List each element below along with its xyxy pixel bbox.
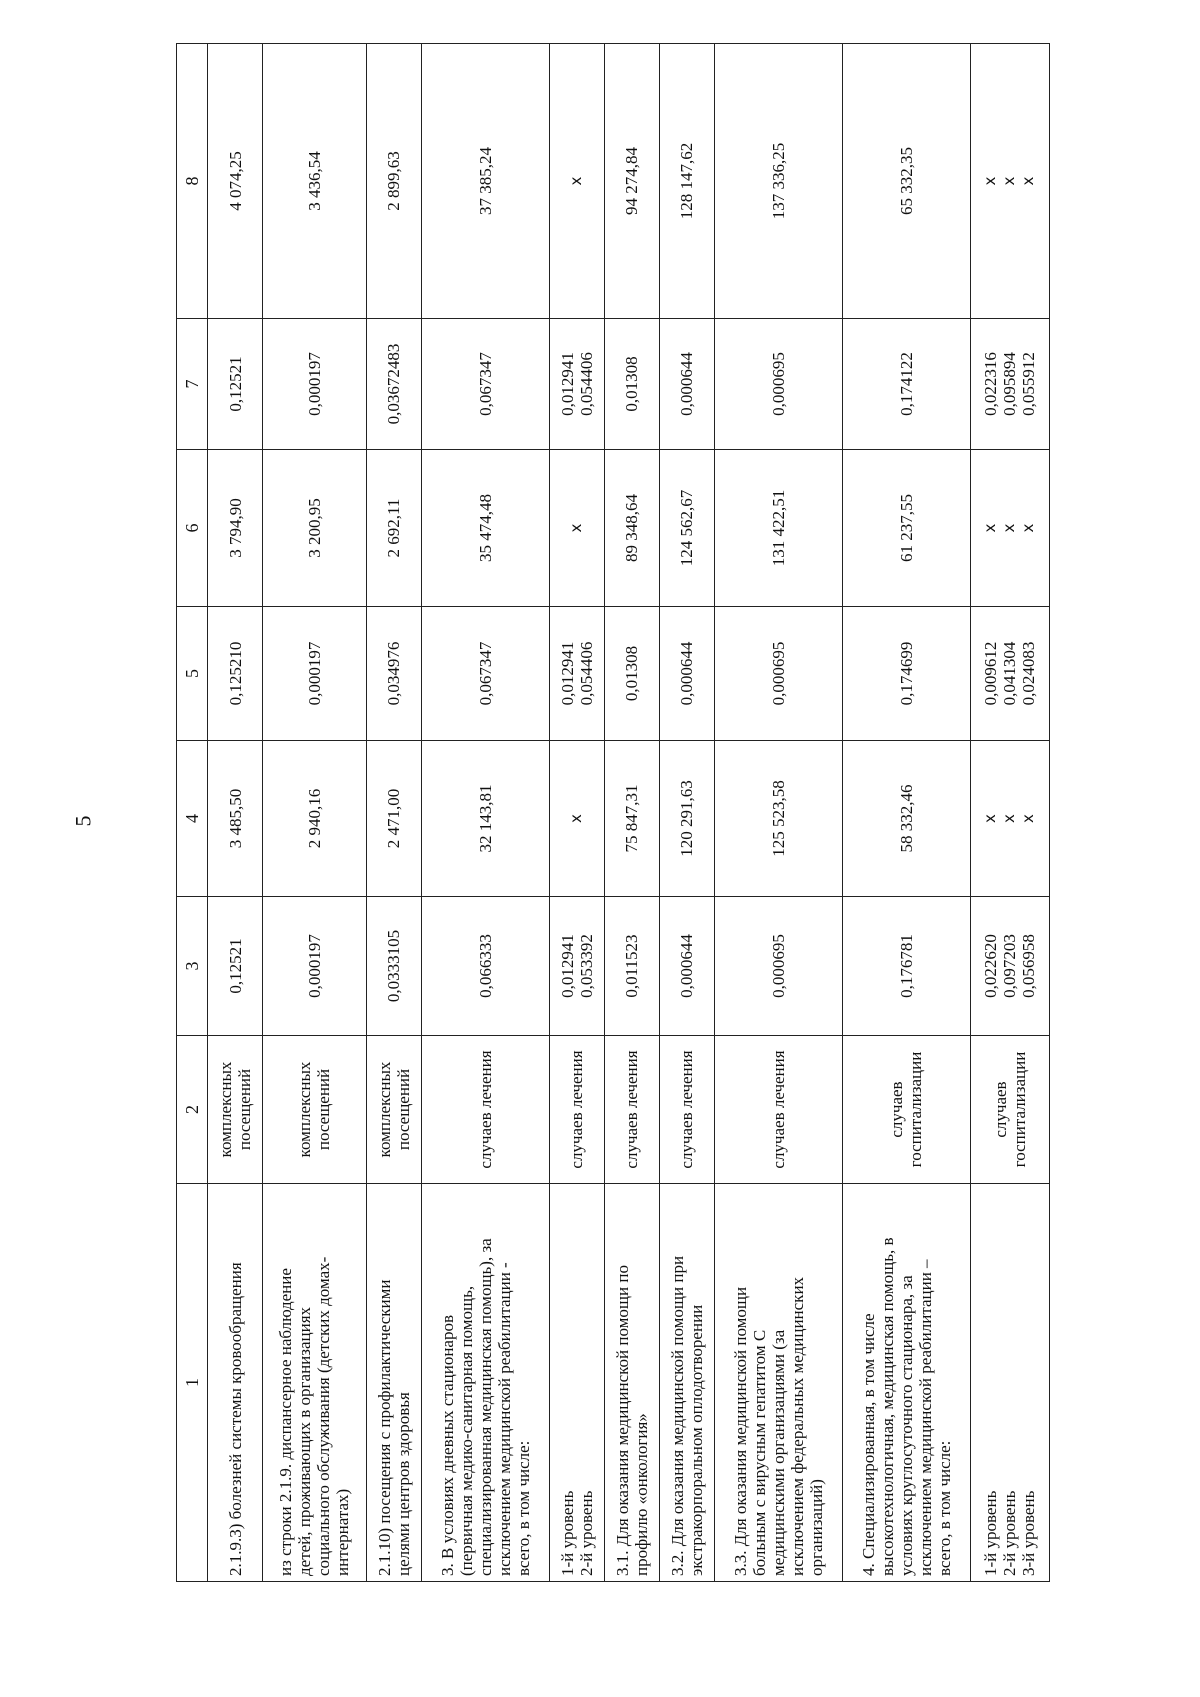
cell-text-line: 0,067347 [475, 352, 495, 416]
unit-cell [970, 1036, 1049, 1184]
table-body [177, 44, 1050, 1582]
value-cell-col8 [549, 44, 604, 319]
value-cell-col4 [604, 741, 659, 897]
cell-text-line: 1-й уровень [557, 1490, 577, 1576]
cell-text-line: 0,000644 [677, 934, 697, 998]
cell-text-line: 0,012941 [557, 641, 577, 706]
cell-text-line: 0,012941 [557, 352, 577, 416]
value-cell-col4 [659, 741, 714, 897]
value-cell-col5 [263, 607, 367, 741]
value-cell-col7 [366, 319, 421, 450]
cell-text-line: случаев лечения [475, 1050, 495, 1169]
cell-text-line: 0,097203 [1000, 934, 1020, 998]
unit-cell [842, 1036, 970, 1184]
cell-text-line: случаев лечения [567, 1050, 587, 1169]
value-cell-col6 [714, 450, 842, 607]
cell-text-line: х [1019, 176, 1038, 186]
row-label-cell [970, 1184, 1049, 1582]
value-cell-col4 [263, 741, 367, 897]
unit-cell [263, 1036, 367, 1184]
cell-text-line: 0,000695 [768, 641, 788, 706]
cell-text-line: (первичная медико-санитарная помощь, [456, 1285, 476, 1576]
cell-text-line: 0,067347 [475, 641, 495, 706]
value-cell-col6 [263, 450, 367, 607]
unit-cell [714, 1036, 842, 1184]
cell-text-line: госпитализации [1009, 1051, 1029, 1168]
cell-text-line: 0,174122 [896, 352, 916, 416]
cell-text-line: комплексных [295, 1061, 315, 1158]
value-cell-col7 [421, 319, 549, 450]
cell-text-line: условиях круглосуточного стационара, за [896, 1275, 916, 1576]
cell-text-line: больным с вирусным гепатитом С [749, 1329, 769, 1576]
cell-text-line: 0,009612 [981, 641, 1001, 706]
cell-text-line: 65 332,35 [896, 147, 916, 215]
cell-text-line: 0,054406 [576, 641, 596, 706]
cell-text-line: 0,0333105 [384, 929, 404, 1003]
cell-text-line: профилю «онкология» [631, 1413, 651, 1576]
value-cell-col3 [421, 897, 549, 1036]
cell-text-line: 75 847,31 [622, 784, 642, 853]
cell-text-line: 0,055912 [1019, 352, 1039, 416]
cell-text-line: социального обслуживания (детских домах- [314, 1256, 334, 1576]
cell-text-line: 3 436,54 [304, 151, 324, 211]
table-row [549, 44, 604, 1582]
cell-text-line: исключением медицинской реабилитации - [494, 1262, 514, 1576]
value-cell-col3 [208, 897, 263, 1036]
cell-text-line: посещений [235, 1068, 254, 1151]
column-number-7: 7 [177, 319, 208, 450]
cell-text-line: 0,054406 [576, 352, 596, 416]
value-cell-col8 [421, 44, 549, 319]
value-cell-col6 [549, 450, 604, 607]
table-row [842, 44, 970, 1582]
table-row [970, 44, 1049, 1582]
column-number-3: 3 [177, 897, 208, 1036]
cell-text-line: 0,012941 [557, 934, 577, 998]
value-cell-col4 [421, 741, 549, 897]
cell-text-line: х [981, 814, 1000, 823]
cell-text-line: 3.1. Для оказания медицинской помощи по [612, 1265, 632, 1576]
cell-text-line: 2-й уровень [1000, 1490, 1020, 1576]
row-label-cell [421, 1184, 549, 1582]
value-cell-col5 [659, 607, 714, 741]
cell-text-line: 131 422,51 [768, 489, 788, 567]
value-cell-col7 [842, 319, 970, 450]
cell-text-line: всего, в том числе: [513, 1440, 533, 1576]
cell-text-line: 0,022316 [981, 352, 1001, 416]
value-cell-col8 [970, 44, 1049, 319]
unit-cell [659, 1036, 714, 1184]
cell-text-line: 2 692,11 [384, 498, 404, 558]
cell-text-line: х [567, 176, 586, 186]
cell-text-line: 61 237,55 [896, 494, 916, 562]
cell-text-line: 0,022620 [981, 934, 1001, 998]
unit-cell [366, 1036, 421, 1184]
cell-text-line: 137 336,25 [768, 142, 788, 220]
column-number-4: 4 [177, 741, 208, 897]
value-cell-col6 [604, 450, 659, 607]
cell-text-line: 0,011523 [622, 934, 642, 998]
row-label-cell [714, 1184, 842, 1582]
value-cell-col4 [208, 741, 263, 897]
cell-text-line: 94 274,84 [622, 147, 642, 215]
table-row [366, 44, 421, 1582]
cell-text-line: случаев лечения [768, 1050, 788, 1169]
column-number-row [177, 44, 208, 1582]
cell-text-line: целями центров здоровья [393, 1392, 413, 1576]
cell-text-line: 124 562,67 [677, 489, 697, 567]
value-cell-col7 [549, 319, 604, 450]
value-cell-col4 [970, 741, 1049, 897]
value-cell-col3 [842, 897, 970, 1036]
cell-text-line: 0,174699 [896, 641, 916, 706]
value-cell-col8 [366, 44, 421, 319]
cell-text-line: случаев лечения [677, 1050, 697, 1169]
value-cell-col3 [714, 897, 842, 1036]
value-cell-col5 [421, 607, 549, 741]
cell-text-line: специализированная медицинская помощь), за [475, 1238, 495, 1576]
cell-text-line: комплексных [374, 1061, 394, 1158]
table-row [263, 44, 367, 1582]
cell-text-line: х [981, 523, 1000, 533]
value-cell-col7 [659, 319, 714, 450]
value-cell-col7 [208, 319, 263, 450]
cell-text-line: 2.1.9.3) болезней системы кровообращения [225, 1262, 245, 1576]
cell-text-line: х [1000, 176, 1019, 186]
cell-text-line: исключением медицинской реабилитации – [915, 1259, 935, 1576]
cell-text-line: случаев лечения [622, 1050, 642, 1169]
cell-text-line: 0,056958 [1019, 934, 1039, 998]
cell-text-line: 0,024083 [1019, 641, 1039, 706]
cell-text-line: 125 523,58 [768, 780, 788, 857]
value-cell-col3 [263, 897, 367, 1036]
cell-text-line: 1-й уровень [981, 1490, 1001, 1576]
value-cell-col3 [659, 897, 714, 1036]
value-cell-col5 [842, 607, 970, 741]
cell-text-line: 0,000644 [677, 641, 697, 706]
cell-text-line: 0,000695 [768, 934, 788, 998]
cell-text-line: комплексных [216, 1061, 235, 1158]
row-label-cell [842, 1184, 970, 1582]
cell-text-line: х [1019, 523, 1038, 533]
cell-text-line: случаев [887, 1081, 907, 1138]
value-cell-col3 [970, 897, 1049, 1036]
row-label-cell [208, 1184, 263, 1582]
value-cell-col5 [970, 607, 1049, 741]
value-cell-col6 [842, 450, 970, 607]
value-cell-col7 [714, 319, 842, 450]
value-cell-col7 [970, 319, 1049, 450]
cell-text-line: 4. Специализированная, в том числе [858, 1313, 878, 1576]
unit-cell [421, 1036, 549, 1184]
cell-text-line: 3. В условиях дневных стационаров [437, 1315, 457, 1576]
cell-text-line: х [981, 176, 1000, 186]
value-cell-col3 [604, 897, 659, 1036]
cell-text-line: 89 348,64 [622, 494, 642, 562]
row-label-cell [366, 1184, 421, 1582]
cell-text-line: госпитализации [906, 1051, 926, 1168]
value-cell-col8 [208, 44, 263, 319]
cell-text-line: 0,01308 [622, 645, 642, 702]
column-number-6: 6 [177, 450, 208, 607]
cell-text-line: экстракорпоральном оплодотворении [686, 1304, 706, 1576]
value-cell-col5 [366, 607, 421, 741]
cell-text-line: 32 143,81 [475, 784, 495, 853]
value-cell-col6 [659, 450, 714, 607]
cell-text-line: 4 074,25 [225, 151, 245, 211]
cell-text-line: х [567, 523, 586, 533]
cell-text-line: 37 385,24 [475, 147, 495, 215]
value-cell-col6 [970, 450, 1049, 607]
cell-text-line: 2-й уровень [576, 1490, 596, 1576]
cell-text-line: 0,053392 [576, 934, 596, 998]
table-row [714, 44, 842, 1582]
value-cell-col4 [549, 741, 604, 897]
table-row [421, 44, 549, 1582]
cell-text-line: посещений [314, 1068, 334, 1151]
cell-text-line: 3 200,95 [304, 498, 324, 558]
cell-text-line: 3 485,50 [225, 788, 245, 849]
cell-text-line: 0,176781 [896, 934, 916, 998]
cell-text-line: 35 474,48 [475, 494, 495, 562]
cell-text-line: 120 291,63 [677, 780, 697, 857]
value-cell-col8 [263, 44, 367, 319]
cell-text-line: 0,12521 [225, 356, 245, 412]
cell-text-line: 0,000197 [304, 641, 324, 706]
value-cell-col3 [549, 897, 604, 1036]
value-cell-col4 [366, 741, 421, 897]
cell-text-line: 0,125210 [225, 641, 245, 706]
cell-text-line: 0,041304 [1000, 641, 1020, 706]
value-cell-col6 [208, 450, 263, 607]
cell-text-line: высокотехнологичная, медицинская помощь, в [877, 1237, 897, 1576]
cell-text-line: 3 794,90 [225, 498, 245, 558]
row-label-cell [604, 1184, 659, 1582]
cell-text-line: 0,095894 [1000, 352, 1020, 416]
cell-text-line: 0,034976 [384, 641, 404, 706]
cell-text-line: посещений [393, 1068, 413, 1151]
column-number-2: 2 [177, 1036, 208, 1184]
table-row [208, 44, 263, 1582]
cell-text-line: организаций) [806, 1479, 826, 1576]
table-row [659, 44, 714, 1582]
value-cell-col7 [604, 319, 659, 450]
value-cell-col4 [714, 741, 842, 897]
unit-cell [604, 1036, 659, 1184]
value-cell-col5 [714, 607, 842, 741]
unit-cell [549, 1036, 604, 1184]
value-cell-col4 [842, 741, 970, 897]
cell-text-line: 0,000695 [768, 352, 788, 416]
cell-text-line: 0,066333 [475, 934, 495, 998]
cell-text-line: 2.1.10) посещения с профилактическими [374, 1279, 394, 1576]
cell-text-line: 0,000197 [304, 934, 324, 998]
cell-text-line: х [1019, 814, 1038, 823]
value-cell-col7 [263, 319, 367, 450]
cell-text-line: медицинскими организациями (за [768, 1329, 788, 1576]
column-number-5: 5 [177, 607, 208, 741]
unit-cell [208, 1036, 263, 1184]
value-cell-col5 [208, 607, 263, 741]
cell-text-line: 128 147,62 [677, 142, 697, 220]
cell-text-line: 3.2. Для оказания медицинской помощи при [667, 1255, 687, 1576]
column-number-8: 8 [177, 44, 208, 319]
cell-text-line: 0,000644 [677, 352, 697, 416]
cell-text-line: 2 940,16 [304, 788, 324, 849]
cell-text-line: х [1000, 523, 1019, 533]
cell-text-line: интернатах) [333, 1488, 353, 1576]
value-cell-col8 [842, 44, 970, 319]
value-cell-col5 [549, 607, 604, 741]
cell-text-line: 0,01308 [622, 356, 642, 412]
cell-text-line: 2 471,00 [384, 788, 404, 849]
rotated-table-container [176, 44, 1050, 1582]
row-label-cell [263, 1184, 367, 1582]
cell-text-line: 0,12521 [225, 938, 245, 994]
cell-text-line: 3-й уровень [1019, 1490, 1039, 1576]
cell-text-line: 3.3. Для оказания медицинской помощи [730, 1286, 750, 1576]
column-number-1: 1 [177, 1184, 208, 1582]
value-cell-col3 [366, 897, 421, 1036]
cell-text-line: всего, в том числе: [934, 1440, 954, 1576]
cell-text-line: 0,03672483 [384, 343, 404, 425]
tariff-table [176, 43, 1050, 1582]
cell-text-line: случаев [990, 1081, 1010, 1138]
page-number: 5 [70, 815, 96, 827]
value-cell-col5 [604, 607, 659, 741]
row-label-cell [659, 1184, 714, 1582]
cell-text-line: х [567, 814, 586, 823]
cell-text-line: 58 332,46 [896, 784, 916, 853]
cell-text-line: х [1000, 814, 1019, 823]
value-cell-col8 [659, 44, 714, 319]
value-cell-col8 [604, 44, 659, 319]
value-cell-col6 [421, 450, 549, 607]
cell-text-line: детей, проживающих в организациях [295, 1306, 315, 1576]
row-label-cell [549, 1184, 604, 1582]
cell-text-line: 2 899,63 [384, 151, 404, 211]
value-cell-col6 [366, 450, 421, 607]
value-cell-col8 [714, 44, 842, 319]
cell-text-line: исключением федеральных медицинских [787, 1276, 807, 1576]
cell-text-line: из строки 2.1.9. диспансерное наблюдение [276, 1268, 296, 1576]
cell-text-line: 0,000197 [304, 352, 324, 416]
table-row [604, 44, 659, 1582]
